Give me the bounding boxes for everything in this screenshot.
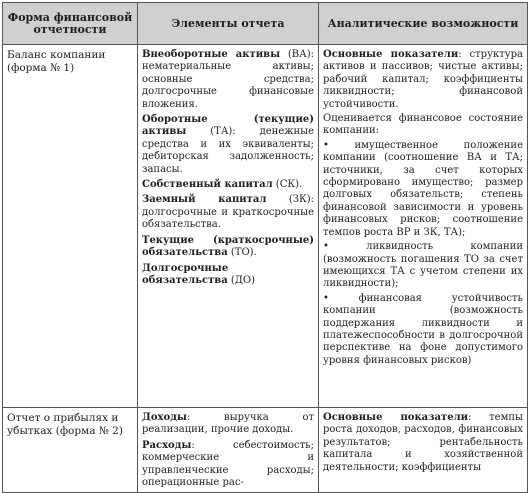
element-desc: : выручка от реализации, прочие доходы. [142, 412, 314, 436]
element-item [142, 194, 314, 231]
analysis-item [323, 412, 523, 474]
element-item [142, 179, 314, 191]
form-cell: Отчет о прибылях и убытках (форма № 2) [3, 408, 138, 493]
element-desc: (СК). [272, 179, 303, 191]
analysis-item [323, 293, 523, 367]
analysis-desc: • ликвидность компании (возможность погашения ТО за счет имеющихся ТА с учетом степени их ликвидности); [323, 241, 523, 290]
analysis-desc: • имущественное положение компании (соотношение ВА и ТА; источники, за счет которых сформировано имущество; размер долговых обязательств; степень финансовой зависимости и уровень финансовых рисков; соотношение темпов роста ВР и ЗК, ТА); [323, 139, 523, 238]
analysis-item [323, 241, 523, 291]
analysis-desc: • финансовая устойчивость компании (возможность поддержания ликвидности и платежеспособности в долгосрочной перспективе на фоне допустимого уровня финансовых рисков) [323, 292, 523, 366]
element-item [142, 263, 314, 288]
element-desc: (ЗК): долгосрочные и краткосрочные обязательства. [142, 194, 314, 231]
element-term: Расходы [142, 439, 192, 451]
analysis-term: Основные показатели [323, 412, 469, 423]
header-form: Форма финансовой отчетности [3, 3, 138, 45]
elements-cell [138, 408, 319, 493]
header-elements: Элементы отчета [138, 3, 319, 45]
element-term: Оборотные (текущие) активы [142, 114, 314, 138]
analysis-item [323, 140, 523, 239]
table-row [3, 408, 528, 493]
analysis-cell [319, 45, 528, 408]
analysis-desc: : структура активов и пассивов; чистые активы; рабочий капитал; коэффициенты ликвидности; финансовой устойчивости. [323, 49, 523, 110]
element-term: Доходы [142, 412, 187, 423]
element-term: Заемный капитал [142, 194, 267, 206]
element-item [142, 114, 314, 176]
analysis-item [323, 113, 523, 138]
element-desc: (ДО) [227, 274, 256, 286]
analysis-cell [319, 408, 528, 493]
element-term: Собственный капитал [142, 179, 273, 191]
element-desc: (ТО). [227, 247, 257, 259]
element-item [142, 235, 314, 260]
element-desc: : себестоимость; коммерческие и управленческие расходы; операционные рас- [142, 439, 314, 489]
table-header-row [3, 3, 528, 45]
analysis-desc: : темпы роста доходов, расходов, финансовых результатов; рентабельность капитала и хозяйственной деятельности; коэффициенты [323, 412, 523, 473]
elements-cell [138, 45, 319, 408]
element-term: Текущие (краткосрочные) обязательства [142, 234, 314, 259]
table-row [3, 45, 528, 408]
element-term: Внеоборотные активы [142, 49, 281, 60]
analysis-item [323, 49, 523, 111]
analysis-desc: Оценивается финансовое состояние компании: [323, 113, 523, 137]
element-item [142, 49, 314, 111]
form-cell: Баланс компании (форма № 1) [3, 45, 138, 408]
element-desc: (ТА): денежные средства и их эквиваленты; дебиторская задолженность; запасы. [142, 126, 314, 175]
financial-statements-table [2, 2, 528, 493]
analysis-term: Основные показатели [323, 49, 459, 60]
element-item [142, 412, 314, 437]
element-term: Долгосрочные обязательства [142, 262, 229, 286]
header-analysis: Аналитические возможности [319, 3, 528, 45]
element-item [142, 440, 314, 490]
element-desc: (ВА): нематериальные активы; основные средства; долгосрочные финансовые вложения. [142, 49, 314, 110]
